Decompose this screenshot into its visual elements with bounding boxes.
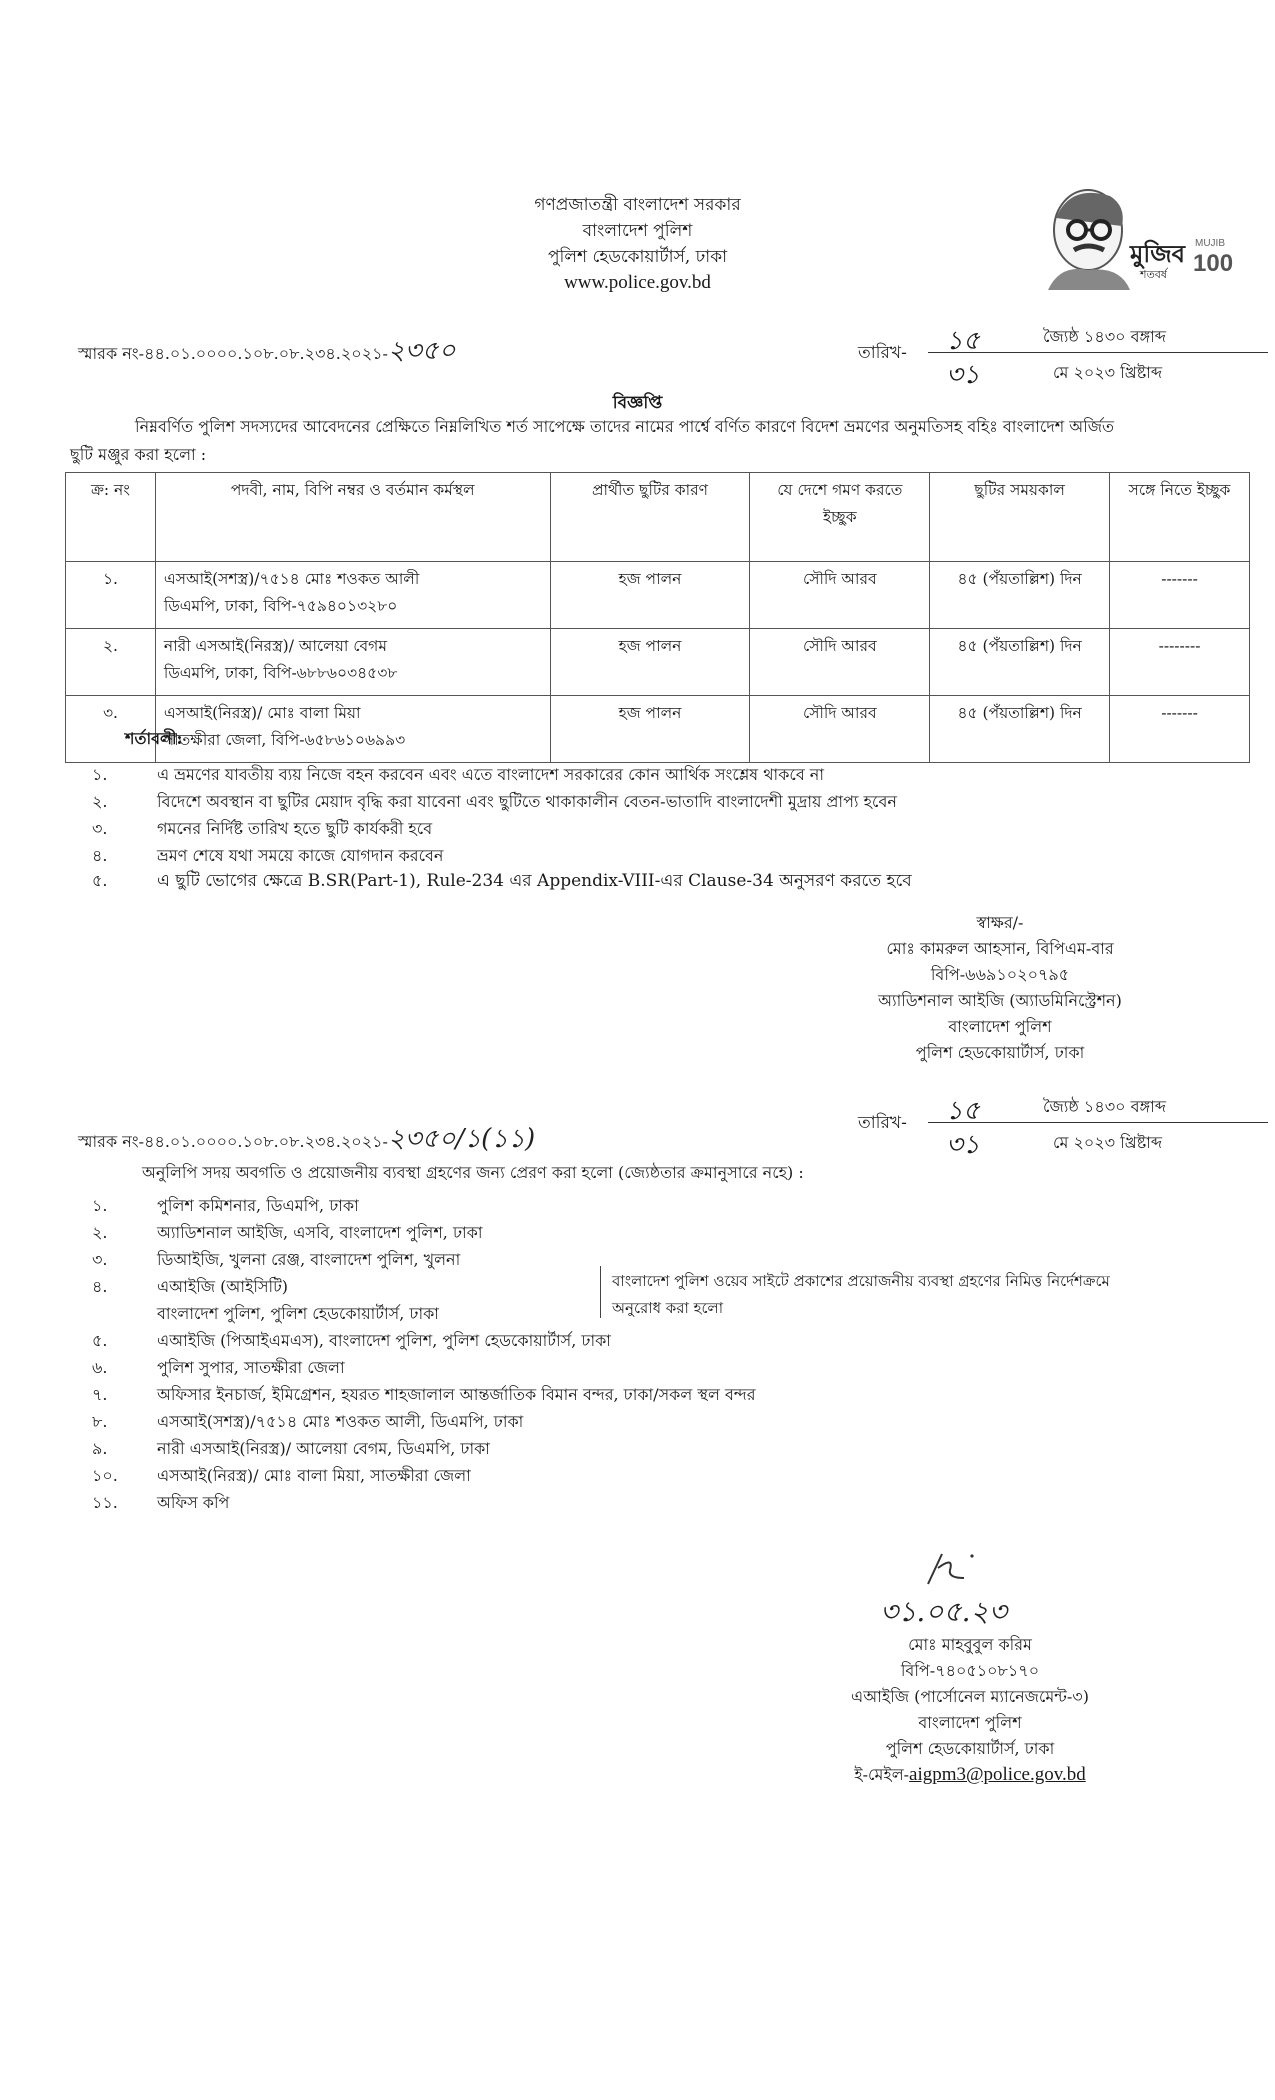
- signatory-email-row: [770, 1762, 1170, 1788]
- copy-num: ৫.: [92, 1331, 108, 1350]
- copy-num: ২.: [92, 1223, 108, 1242]
- signature-block-1: [800, 910, 1200, 1066]
- conditions-heading: শর্তাবলী:: [125, 729, 183, 748]
- condition-num: ৪.: [92, 846, 108, 865]
- copy-num: ১.: [92, 1196, 108, 1215]
- handwritten-date: ৩১.০৫.২৩: [880, 1595, 1007, 1628]
- signatory-office: পুলিশ হেডকোয়ার্টার্স, ঢাকা: [915, 1043, 1085, 1062]
- cell-reason: হজ পালন: [550, 696, 750, 763]
- name-line2: সাতক্ষীরা জেলা, বিপি-৬৫৮৬১০৬৯৯৩: [163, 731, 406, 749]
- cell-companion: -------: [1110, 562, 1250, 629]
- col-header-sl: ক্র: নং: [66, 473, 156, 562]
- govt-name: গণপ্রজাতন্ত্রী বাংলাদেশ সরকার: [534, 195, 741, 215]
- signatory-org: বাংলাদেশ পুলিশ: [948, 1017, 1052, 1036]
- cell-duration: ৪৫ (পঁয়তাল্লিশ) দিন: [930, 562, 1110, 629]
- copy-num: ৬.: [92, 1358, 108, 1377]
- cell-sl: ২.: [66, 629, 156, 696]
- copy-text: এসআই(নিরস্ত্র)/ মোঃ বালা মিয়া, সাতক্ষীরা জেলা: [157, 1466, 471, 1485]
- copy-text: ডিআইজি, খুলনা রেঞ্জ, বাংলাদেশ পুলিশ, খুলনা: [157, 1250, 461, 1269]
- signature-block-2: [770, 1632, 1170, 1788]
- condition-text: বিদেশে অবস্থান বা ছুটির মেয়াদ বৃদ্ধি করা যাবেনা এবং ছুটিতে থাকাকালীন বেতন-ভাতাদি বাংলাদেশী মুদ্রায় প্রাপ্য হবেন: [157, 792, 897, 811]
- notice-intro: নিম্নবর্ণিত পুলিশ সদস্যদের আবেদনের প্রেক্ষিতে নিম্নলিখিত শর্ত সাপেক্ষে তাদের নামের পার্শ্বে বর্ণিত কারণে বিদেশ ভ্রমণের অনুমতিসহ বহিঃ বাংলাদেশ অর্জিত: [135, 417, 1115, 436]
- signatory-designation: এআইজি (পার্সোনেল ম্যানেজমেন্ট-৩): [851, 1687, 1089, 1706]
- condition-num: ৫.: [92, 871, 108, 890]
- cell-sl: ১.: [66, 562, 156, 629]
- copy-text: এআইজি (পিআইএমএস), বাংলাদেশ পুলিশ, পুলিশ হেডকোয়ার্টার্স, ঢাকা: [157, 1331, 611, 1350]
- copy-list: [92, 1193, 1262, 1523]
- condition-text: এ ছুটি ভোগের ক্ষেত্রে B.SR(Part-1), Rule-234 এর Appendix-VIII-এর Clause-34 অনুসরণ করতে হবে: [157, 871, 912, 891]
- signatory-bp: বিপি-৭৪০৫১০৮১৭০: [900, 1661, 1040, 1680]
- memo-prefix: স্মারক নং-৪৪.০১.০০০০.১০৮.০৮.২৩৪.২০২১-: [78, 1132, 388, 1151]
- col-header-name: পদবী, নাম, বিপি নম্বর ও বর্তমান কর্মস্থল: [155, 473, 550, 562]
- copy-text: পুলিশ কমিশনার, ডিএমপি, ঢাকা: [157, 1196, 359, 1215]
- copy-num: ১১.: [92, 1493, 118, 1512]
- date-day-bangla: ১৫: [946, 1096, 980, 1126]
- logo-text-bn: মুজিব: [1130, 239, 1186, 268]
- cell-country: সৌদি আরব: [750, 562, 930, 629]
- copy-intro: অনুলিপি সদয় অবগতি ও প্রয়োজনীয় ব্যবস্থা গ্রহণের জন্য প্রেরণ করা হলো (জ্যেষ্ঠতার ক্রমানুসারে নহে) :: [142, 1163, 804, 1182]
- cell-sl: ৩.: [66, 696, 156, 763]
- table-row: [66, 696, 1250, 763]
- cell-country: সৌদি আরব: [750, 696, 930, 763]
- email-label: ই-মেইল-: [854, 1765, 910, 1784]
- name-line2: ডিএমপি, ঢাকা, বিপি-৬৮৮৬০৩৪৫৩৮: [163, 664, 398, 682]
- memo-handwritten-number: ২৩৫০/১(১১): [387, 1124, 536, 1154]
- table-row: [66, 562, 1250, 629]
- copy-num: ৩.: [92, 1250, 108, 1269]
- copy-text: পুলিশ সুপার, সাতক্ষীরা জেলা: [157, 1358, 345, 1377]
- email-link[interactable]: aigpm3@police.gov.bd: [909, 1764, 1086, 1785]
- col-header-reason: প্রার্থীত ছুটির কারণ: [550, 473, 750, 562]
- copy-num: ৯.: [92, 1439, 108, 1458]
- signatory-name: মোঃ কামরুল আহসান, বিপিএম-বার: [886, 939, 1114, 958]
- condition-text: গমনের নির্দিষ্ট তারিখ হতে ছুটি কার্যকরী হবে: [157, 819, 433, 838]
- copy-num: ৭.: [92, 1385, 108, 1404]
- cell-name: [155, 562, 550, 629]
- date-bangla: জ্যৈষ্ঠ ১৪৩০ বঙ্গাব্দ: [1043, 1097, 1166, 1116]
- copy-text: অফিস কপি: [157, 1493, 230, 1512]
- condition-num: ১.: [92, 765, 108, 784]
- name-line1: এসআই(সশস্ত্র)/৭৫১৪ মোঃ শওকত আলী: [163, 570, 420, 588]
- date-day-greg: ৩১: [946, 1130, 980, 1160]
- leave-table: [65, 472, 1250, 763]
- signatory-designation: অ্যাডিশনাল আইজি (অ্যাডমিনিস্ট্রেশন): [878, 991, 1122, 1010]
- logo-text-bn-sub: শতবর্ষ: [1140, 268, 1167, 281]
- notice-intro-cont: ছুটি মঞ্জুর করা হলো :: [70, 445, 207, 464]
- cell-reason: হজ পালন: [550, 562, 750, 629]
- name-line1: নারী এসআই(নিরস্ত্র)/ আলেয়া বেগম: [163, 637, 387, 655]
- cell-name: [155, 629, 550, 696]
- memo-prefix: স্মারক নং-৪৪.০১.০০০০.১০৮.০৮.২৩৪.২০২১-: [78, 344, 388, 363]
- cell-name: [155, 696, 550, 763]
- cell-duration: ৪৫ (পঁয়তাল্লিশ) দিন: [930, 696, 1110, 763]
- cell-companion: --------: [1110, 629, 1250, 696]
- memo-number: [78, 330, 455, 374]
- mujib-100-logo: [1030, 178, 1234, 290]
- copy-text: এআইজি (আইসিটি): [157, 1277, 289, 1296]
- signatory-org: বাংলাদেশ পুলিশ: [918, 1713, 1022, 1732]
- signed-mark: স্বাক্ষর/-: [976, 913, 1024, 932]
- col-header-duration: ছুটির সময়কাল: [930, 473, 1110, 562]
- col-header-country: যে দেশে গমণ করতে ইচ্ছুক: [750, 473, 930, 562]
- memo-handwritten-number: ২৩৫০: [387, 336, 456, 366]
- web-publish-note: [612, 1268, 1110, 1322]
- handwritten-signature: [920, 1548, 980, 1592]
- memo-number-copy: [78, 1118, 535, 1162]
- name-line1: এসআই(নিরস্ত্র)/ মোঃ বালা মিয়া: [163, 704, 361, 722]
- note-line2: অনুরোধ করা হলো: [612, 1299, 724, 1317]
- website-link[interactable]: www.police.gov.bd: [564, 272, 711, 293]
- copy-text: নারী এসআই(নিরস্ত্র)/ আলেয়া বেগম, ডিএমপি, ঢাকা: [157, 1439, 490, 1458]
- signatory-name: মোঃ মাহবুবুল করিম: [908, 1635, 1032, 1654]
- signatory-bp: বিপি-৬৬৯১০২০৭৯৫: [930, 965, 1070, 984]
- table-header-row: [66, 473, 1250, 562]
- cell-duration: ৪৫ (পঁয়তাল্লিশ) দিন: [930, 629, 1110, 696]
- date-gregorian: মে ২০২৩ খ্রিষ্টাব্দ: [1053, 363, 1163, 382]
- copy-text: অফিসার ইনচার্জ, ইমিগ্রেশন, হযরত শাহজালাল আন্তর্জাতিক বিমান বন্দর, ঢাকা/সকল স্থল বন্দর: [157, 1385, 756, 1404]
- date-day-greg: ৩১: [946, 360, 980, 390]
- cell-country: সৌদি আরব: [750, 629, 930, 696]
- notice-title: বিজ্ঞপ্তি: [612, 393, 663, 413]
- office-name: পুলিশ হেডকোয়ার্টার্স, ঢাকা: [547, 247, 728, 267]
- org-name: বাংলাদেশ পুলিশ: [582, 221, 693, 241]
- date-label: তারিখ-: [858, 1113, 907, 1133]
- copy-text: এসআই(সশস্ত্র)/৭৫১৪ মোঃ শওকত আলী, ডিএমপি, ঢাকা: [157, 1412, 524, 1431]
- signatory-office: পুলিশ হেডকোয়ার্টার্স, ঢাকা: [885, 1739, 1055, 1758]
- date-label: তারিখ-: [858, 343, 907, 363]
- signature-scribble-icon: [920, 1548, 980, 1588]
- condition-text: ভ্রমণ শেষে যথা সময়ে কাজে যোগদান করবেন: [157, 846, 444, 865]
- cell-companion: -------: [1110, 696, 1250, 763]
- condition-text: এ ভ্রমণের যাবতীয় ব্যয় নিজে বহন করবেন এবং এতে বাংলাদেশ সরকারের কোন আর্থিক সংশ্লেষ থাকবে না: [157, 765, 825, 784]
- cell-reason: হজ পালন: [550, 629, 750, 696]
- conditions-list: [92, 762, 1262, 902]
- logo-text-en: MUJIB: [1195, 238, 1225, 249]
- copy-text: অ্যাডিশনাল আইজি, এসবি, বাংলাদেশ পুলিশ, ঢাকা: [157, 1223, 483, 1242]
- date-block: [858, 318, 1268, 388]
- name-line2: ডিএমপি, ঢাকা, বিপি-৭৫৯৪০১৩২৮০: [163, 597, 398, 615]
- date-gregorian: মে ২০২৩ খ্রিষ্টাব্দ: [1053, 1133, 1163, 1152]
- copy-num: ৪.: [92, 1277, 108, 1296]
- table-row: [66, 629, 1250, 696]
- note-line1: বাংলাদেশ পুলিশ ওয়েব সাইটে প্রকাশের প্রয়োজনীয় ব্যবস্থা গ্রহণের নিমিত্ত নির্দেশক্রমে: [612, 1272, 1110, 1290]
- col-header-companion: সঙ্গে নিতে ইচ্ছুক: [1110, 473, 1250, 562]
- date-day-bangla: ১৫: [946, 326, 980, 356]
- copy-num: ৮.: [92, 1412, 108, 1431]
- date-block-copy: [858, 1088, 1268, 1158]
- date-bangla: জ্যৈষ্ঠ ১৪৩০ বঙ্গাব্দ: [1043, 327, 1166, 346]
- condition-num: ৩.: [92, 819, 108, 838]
- condition-num: ২.: [92, 792, 108, 811]
- logo-text-100: 100: [1193, 250, 1234, 277]
- note-divider: [600, 1266, 601, 1318]
- copy-num: ১০.: [92, 1466, 118, 1485]
- copy-text: বাংলাদেশ পুলিশ, পুলিশ হেডকোয়ার্টার্স, ঢাকা: [157, 1304, 439, 1323]
